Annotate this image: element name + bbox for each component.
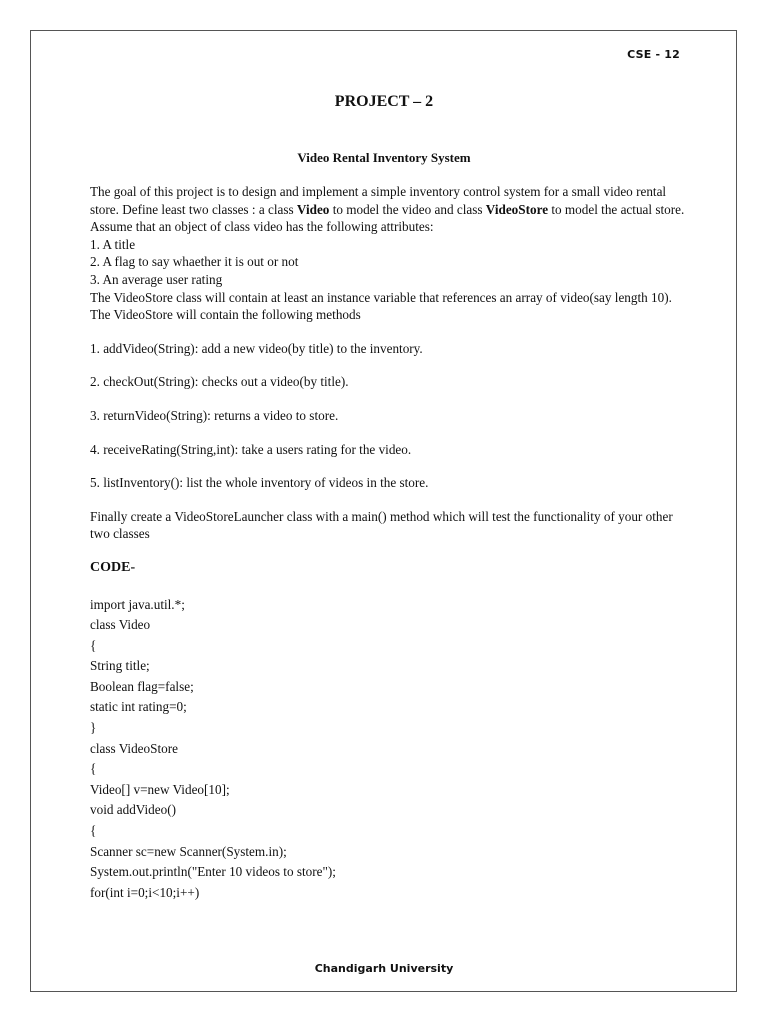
code-line: Boolean flag=false;	[90, 678, 194, 694]
intro-text-b: to model the video and class	[329, 201, 486, 217]
code-line: import java.util.*;	[90, 596, 185, 612]
code-line: static int rating=0;	[90, 699, 187, 715]
intro-text-c: to model the actual store.	[548, 201, 685, 217]
intro-paragraph	[90, 183, 690, 218]
page-footer: Chandigarh University	[314, 962, 454, 975]
project-subtitle: Video Rental Inventory System	[297, 150, 471, 165]
method-item: 4. receiveRating(String,int): take a users rating for the video.	[90, 441, 412, 457]
code-block	[90, 595, 690, 904]
code-line: Video[] v=new Video[10];	[90, 781, 230, 797]
code-line: Scanner sc=new Scanner(System.in);	[90, 843, 287, 859]
attribute-item: 3. An average user rating	[90, 271, 223, 287]
code-line: void addVideo()	[90, 802, 177, 818]
final-paragraph: Finally create a VideoStoreLauncher class with a main() method which will test the functionality of your other two classes	[90, 508, 673, 542]
assume-line: Assume that an object of class video has the following attributes:	[90, 219, 434, 235]
code-line: {	[90, 637, 97, 653]
course-code: CSE - 12	[627, 48, 680, 61]
code-line: {	[90, 761, 97, 777]
code-line: class Video	[90, 617, 151, 633]
page-title: PROJECT – 2	[334, 93, 434, 110]
method-item: 1. addVideo(String): add a new video(by title) to the inventory.	[90, 340, 423, 356]
code-line: {	[90, 823, 97, 839]
intro-store-class: VideoStore	[485, 201, 549, 217]
attribute-item: 2. A flag to say whaether it is out or not	[90, 254, 299, 270]
code-line: String title;	[90, 658, 150, 674]
code-heading: CODE-	[90, 559, 136, 575]
store-description: The VideoStore class will contain at least an instance variable that references an array of video(say length 10). The VideoStore will contain the following methods	[90, 289, 672, 323]
code-line: }	[90, 720, 97, 736]
document-body	[90, 183, 690, 903]
method-item: 5. listInventory(): list the whole inventory of videos in the store.	[90, 475, 429, 491]
attribute-item: 1. A title	[90, 236, 136, 252]
intro-text-a: The goal of this project is to design and implement a simple inventory control system for a small video rental store. Define least two classes : a class	[90, 184, 667, 217]
method-item: 2. checkOut(String): checks out a video(by title).	[90, 374, 349, 390]
code-line: class VideoStore	[90, 740, 178, 756]
method-item: 3. returnVideo(String): returns a video to store.	[90, 407, 339, 423]
intro-video-class: Video	[296, 201, 330, 217]
code-line: System.out.println("Enter 10 videos to store");	[90, 864, 336, 880]
code-line: for(int i=0;i<10;i++)	[90, 884, 200, 900]
